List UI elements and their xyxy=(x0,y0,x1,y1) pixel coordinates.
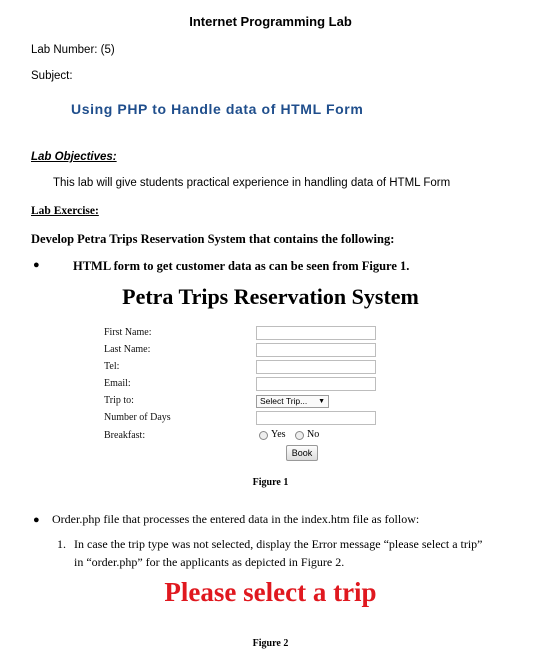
tel-input[interactable] xyxy=(256,360,376,374)
order-item-line-2: in “order.php” for the applicants as depicted in Figure 2. xyxy=(74,555,345,569)
bullet-dot-icon: ● xyxy=(33,514,40,526)
last-name-input[interactable] xyxy=(256,343,376,357)
objectives-heading: Lab Objectives: xyxy=(31,151,117,163)
page-header-title: Internet Programming Lab xyxy=(189,14,352,29)
lab-number: Lab Number: (5) xyxy=(31,44,115,56)
book-button[interactable]: Book xyxy=(286,445,318,461)
last-name-label: Last Name: xyxy=(104,344,151,355)
order-item-line-1: In case the trip type was not selected, display the Error message “please select a trip” xyxy=(74,537,483,551)
days-input[interactable] xyxy=(256,411,376,425)
tel-label: Tel: xyxy=(104,361,120,372)
breakfast-label: Breakfast: xyxy=(104,430,146,441)
trip-select-value: Select Trip... xyxy=(260,396,308,406)
figure-1-caption: Figure 1 xyxy=(252,477,289,488)
breakfast-no-label: No xyxy=(307,429,320,440)
email-label: Email: xyxy=(104,378,131,389)
form-title: Petra Trips Reservation System xyxy=(122,284,419,309)
email-input[interactable] xyxy=(256,377,376,391)
objectives-text: This lab will give students practical experience in handling data of HTML Form xyxy=(53,177,451,189)
breakfast-yes-radio[interactable] xyxy=(259,431,268,440)
exercise-intro: Develop Petra Trips Reservation System that contains the following: xyxy=(31,232,395,246)
first-name-label: First Name: xyxy=(104,327,152,338)
subject-label: Subject: xyxy=(31,70,73,82)
exercise-bullet-1: HTML form to get customer data as can be seen from Figure 1. xyxy=(73,259,410,273)
subject-title: Using PHP to Handle data of HTML Form xyxy=(71,101,364,117)
exercise-heading: Lab Exercise: xyxy=(31,205,99,217)
figure-2-caption: Figure 2 xyxy=(252,638,289,649)
first-name-input[interactable] xyxy=(256,326,376,340)
trip-to-label: Trip to: xyxy=(104,395,134,406)
breakfast-yes-label: Yes xyxy=(271,429,286,440)
error-message: Please select a trip xyxy=(164,577,377,607)
trip-select[interactable] xyxy=(256,395,329,408)
days-label: Number of Days xyxy=(104,412,171,423)
bullet-dot-icon: ● xyxy=(33,259,40,271)
order-bullet-text: Order.php file that processes the entered data in the index.htm file as follow: xyxy=(52,512,420,526)
dropdown-arrow-icon: ▼ xyxy=(318,398,325,405)
order-item-number: 1. xyxy=(57,537,66,551)
breakfast-no-radio[interactable] xyxy=(295,431,304,440)
